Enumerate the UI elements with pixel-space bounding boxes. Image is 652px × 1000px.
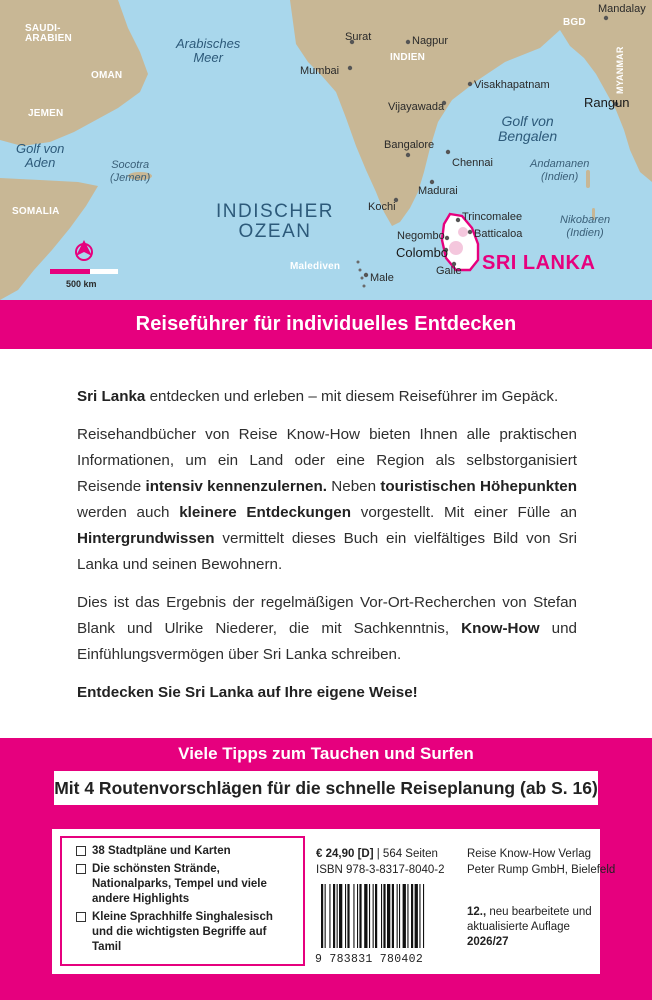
label-colombo: Colombo xyxy=(396,245,449,260)
label-rangun: Rangun xyxy=(584,95,630,110)
barcode xyxy=(315,884,457,966)
feature-text: 38 Stadtpläne und Karten xyxy=(92,845,231,857)
label-surat: Surat xyxy=(345,31,372,43)
bold-text: Hintergrundwissen xyxy=(77,530,215,547)
paragraph-4 xyxy=(77,680,577,706)
label-nikobar: Nikobaren (Indien) xyxy=(560,214,611,239)
feature-text: Kleine Sprachhilfe Singhalesisch und die wichtigsten Begriffe auf Tamil xyxy=(92,911,273,953)
page-title: Reiseführer für individuelles Entdecken xyxy=(135,313,517,335)
checkbox-icon xyxy=(76,864,86,874)
bold-text: Know-How xyxy=(461,620,540,637)
publisher-line: Peter Rump GmbH, Bielefeld xyxy=(467,864,616,876)
label-negombo: Negombo xyxy=(397,230,445,242)
label-indien: INDIEN xyxy=(390,52,426,63)
label-visakhapatnam: Visakhapatnam xyxy=(474,79,550,91)
paragraph-1 xyxy=(77,384,577,410)
text-span: Dies ist das Ergebnis der regelmäßigen Vor-Ort-Recherchen von Stefan Blank und Ulrike Niederer, die mit Sachkenntnis, xyxy=(77,594,577,637)
checkbox-icon xyxy=(76,912,86,922)
isbn: ISBN 978-3-8317-8040-2 xyxy=(316,864,445,876)
text-span: Reisehandbücher von Reise Know-How bieten Ihnen alle praktischen Informationen, um ein Land oder eine Region als selbstorganisiert Reisende xyxy=(77,426,577,495)
label-batticaloa: Batticaloa xyxy=(474,228,523,240)
label-jemen: JEMEN xyxy=(28,108,64,119)
label-sri-lanka: SRI LANKA xyxy=(482,252,596,274)
tip-banner: Viele Tipps zum Tauchen und Surfen xyxy=(117,738,535,769)
title-band xyxy=(0,300,652,349)
land-arabia xyxy=(0,0,148,146)
label-indian-ocean: INDISCHER OZEAN xyxy=(216,201,335,242)
label-mumbai: Mumbai xyxy=(300,65,340,77)
label-malediven: Malediven xyxy=(290,261,341,272)
route-banner: Mit 4 Routenvorschlägen für die schnelle Reiseplanung (ab S. 16) xyxy=(52,769,600,807)
list-item xyxy=(76,844,297,859)
publisher xyxy=(467,846,615,878)
label-somalia: SOMALIA xyxy=(12,206,60,217)
list-item xyxy=(76,862,297,907)
text-span: Neben xyxy=(327,478,381,495)
label-gulf-aden: Golf von Aden xyxy=(16,141,65,171)
price-line: € 24,90 [D] | 564 Seiten xyxy=(316,848,438,860)
edition-year: 2026/27 xyxy=(467,936,509,948)
price-block xyxy=(316,846,445,878)
label-kochi: Kochi xyxy=(368,201,396,213)
description xyxy=(77,384,577,718)
label-oman: OMAN xyxy=(91,70,123,81)
label-trincomalee: Trincomalee xyxy=(462,211,523,223)
feature-text: Die schönsten Strände, Nationalparks, Tempel und viele andere Highlights xyxy=(92,863,267,905)
label-male: Male xyxy=(370,272,394,284)
text-span: vorgestellt. Mit einer Fülle an xyxy=(351,504,577,521)
label-bgd: BGD xyxy=(563,17,586,28)
label-myanmar: MYANMAR xyxy=(615,46,625,94)
text-span: vermittelt dieses Buch ein vielfältiges Bild von Sri Lanka und seinen Bewohnern. xyxy=(77,530,577,573)
paragraph-2 xyxy=(77,422,577,578)
text-span: und Einfühlungsvermögen über Sri Lanka schreiben. xyxy=(77,620,577,663)
bold-text: Sri Lanka xyxy=(77,388,146,405)
label-andaman: Andamanen (Indien) xyxy=(530,158,590,183)
text-span: werden auch xyxy=(77,504,180,521)
bold-text: touristischen Höhepunkten xyxy=(380,478,578,495)
bold-text: intensiv kennenzulernen. xyxy=(145,478,327,495)
price: € 24,90 [D] xyxy=(316,848,374,860)
label-vijayawada: Vijayawada xyxy=(388,101,445,113)
barcode-icon xyxy=(319,884,453,950)
label-mandalay: Mandalay xyxy=(598,3,646,15)
label-saudi: SAUDI- ARABIEN xyxy=(25,23,72,44)
barcode-digits: 9 783831 780402 xyxy=(315,953,424,966)
scale-label: 500 km xyxy=(66,279,97,289)
label-bangalore: Bangalore xyxy=(384,139,435,151)
edition-number: 12., xyxy=(467,906,487,918)
paragraph-3 xyxy=(77,590,577,668)
label-madurai: Madurai xyxy=(418,185,458,197)
page-count: 564 Seiten xyxy=(382,848,438,860)
label-gulf-bengal: Golf von Bengalen xyxy=(498,113,558,145)
edition xyxy=(467,905,597,950)
bold-text: kleinere Entdeckungen xyxy=(179,504,352,521)
label-nagpur: Nagpur xyxy=(412,35,449,47)
publisher-line: Reise Know-How Verlag xyxy=(467,848,592,860)
label-socotra: Socotra (Jemen) xyxy=(110,159,151,184)
label-galle: Galle xyxy=(436,265,462,277)
label-arab-sea: Arabisches Meer xyxy=(176,36,241,66)
feature-list xyxy=(60,836,305,966)
checkbox-icon xyxy=(76,846,86,856)
bold-text: Entdecken Sie Sri Lanka auf Ihre eigene Weise! xyxy=(77,684,418,701)
text-span: entdecken und erleben – mit diesem Reiseführer im Gepäck. xyxy=(145,388,559,405)
overview-map xyxy=(0,0,652,300)
list-item xyxy=(76,910,297,955)
label-chennai: Chennai xyxy=(452,157,493,169)
edition-text: neu bearbeitete und aktualisierte Auflage xyxy=(467,906,592,933)
